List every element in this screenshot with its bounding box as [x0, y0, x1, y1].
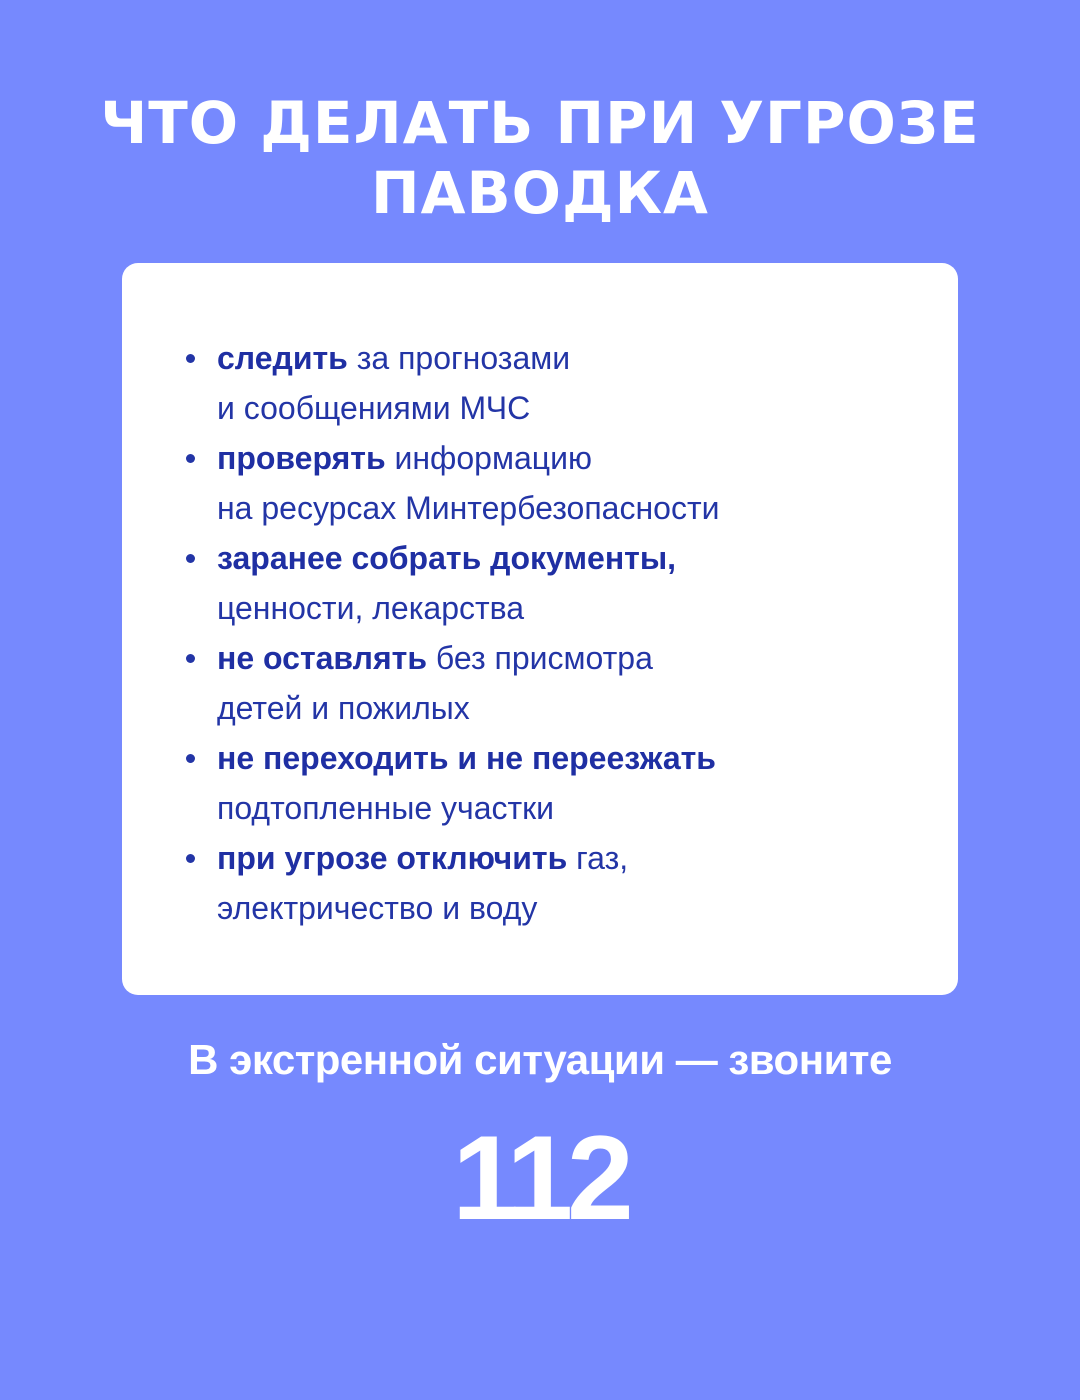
- item-bold-text: проверять: [217, 440, 386, 476]
- list-item: [217, 833, 917, 933]
- item-text-line-2: и сообщениями МЧС: [217, 390, 531, 426]
- item-text: информацию: [385, 440, 592, 476]
- list-item: [217, 333, 917, 433]
- item-bold-text: заранее собрать документы,: [217, 540, 677, 576]
- advice-list: [217, 333, 917, 933]
- item-text-line-2: на ресурсах Минтербезопасности: [217, 490, 720, 526]
- page-title: [0, 88, 1080, 228]
- item-text: за прогнозами: [347, 340, 571, 376]
- item-bold-text: не оставлять: [217, 640, 427, 676]
- item-bold-text: следить: [217, 340, 348, 376]
- bullet-icon: [186, 554, 195, 563]
- item-bold-text: при угрозе отключить: [217, 840, 568, 876]
- title-line-2: ПАВОДКА: [371, 159, 709, 227]
- item-bold-text: не переходить и не переезжать: [217, 740, 716, 776]
- item-text-line-2: электричество и воду: [217, 890, 538, 926]
- bullet-icon: [186, 754, 195, 763]
- bullet-icon: [186, 354, 195, 363]
- list-item: [217, 433, 917, 533]
- advice-card: [122, 263, 958, 995]
- item-text: газ,: [567, 840, 629, 876]
- emergency-number: 112: [452, 1111, 628, 1245]
- bullet-icon: [186, 654, 195, 663]
- bullet-icon: [186, 454, 195, 463]
- item-text-line-2: подтопленные участки: [217, 790, 555, 826]
- list-item: [217, 533, 917, 633]
- item-text-line-2: ценности, лекарства: [217, 590, 525, 626]
- list-item: [217, 733, 917, 833]
- title-line-1: ЧТО ДЕЛАТЬ ПРИ УГРОЗЕ: [100, 89, 980, 157]
- emergency-call-text: В экстренной ситуации — звоните: [188, 1036, 892, 1083]
- item-text-line-2: детей и пожилых: [217, 690, 470, 726]
- list-item: [217, 633, 917, 733]
- bullet-icon: [186, 854, 195, 863]
- item-text: без присмотра: [427, 640, 653, 676]
